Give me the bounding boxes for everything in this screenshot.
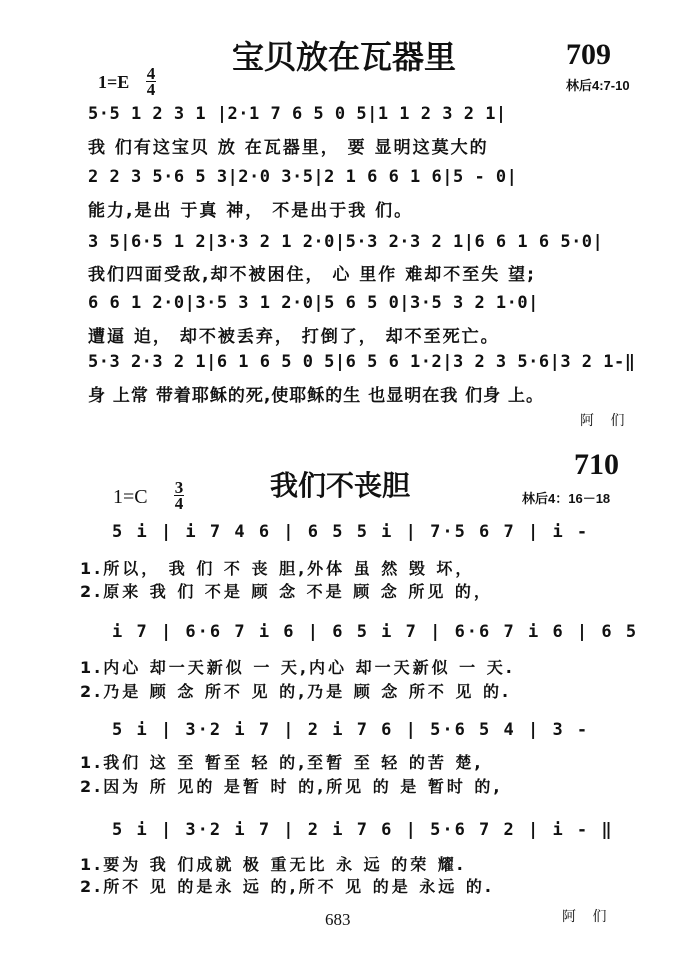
hymn-709-lyrics-line-4: 遭逼 迫， 却不被丢弃， 打倒了， 却不至死亡。: [88, 327, 500, 347]
page-number: 683: [325, 910, 351, 929]
time-bottom: 4: [174, 494, 184, 513]
hymn-709-lyrics-line-5: 身 上常 带着耶稣的死,使耶稣的生 也显明在我 们身 上。: [88, 386, 545, 406]
hymn-709-lyrics-line-1: 我 们有这宝贝 放 在瓦器里， 要 显明这莫大的: [88, 138, 489, 158]
hymn-710-amen: 阿 们: [562, 909, 613, 925]
hymn-710-verse-2-system-3: 2.因为 所 见的 是暂 时 的,所见 的 是 暂时 的,: [80, 777, 503, 796]
hymn-709-notes-line-5: 5·3 2·3 2 1|6 1 6 5 0 5|6 5 6 1·2|3 2 3 5·6|3 2 1-‖: [88, 352, 636, 372]
hymn-710-key: [113, 486, 148, 509]
hymn-710-notes-system-1: 5 i | i 7 4 6 | 6 5 5 i | 7·5 6 7 | i -: [112, 522, 590, 542]
hymn-710-reference: 林后4：16－18: [522, 491, 611, 506]
hymn-710-verse-2-system-4: 2.所不 见 的是永 远 的,所不 见 的是 永远 的.: [80, 877, 494, 896]
hymn-710-time-signature: [174, 478, 184, 511]
hymn-709-lyrics-line-2: 能力,是出 于真 神， 不是出于我 们。: [88, 201, 414, 221]
hymn-709-notes-line-3: 3 5|6·5 1 2|3·3 2 1 2·0|5·3 2·3 2 1|6 6 1 6 5·0|: [88, 232, 604, 252]
hymn-710-notes-system-4: 5 i | 3·2 i 7 | 2 i 7 6 | 5·6 7 2 | i - ‖: [112, 820, 614, 840]
hymn-709-title: 宝贝放在瓦器里: [232, 38, 457, 76]
hymn-709-time-signature: [146, 64, 156, 97]
hymn-709-notes-line-4: 6 6 1 2·0|3·5 3 1 2·0|5 6 5 0|3·5 3 2 1·0|: [88, 293, 539, 313]
hymn-710-verse-1-system-2: 1.内心 却一天新似 一 天,内心 却一天新似 一 天.: [80, 658, 515, 677]
time-top: 4: [146, 64, 156, 83]
hymn-709-reference: 林后4:7-10: [566, 78, 630, 93]
hymn-710-verse-2-system-2: 2.乃是 顾 念 所不 见 的,乃是 顾 念 所不 见 的.: [80, 682, 512, 701]
hymn-709-key: [98, 72, 129, 93]
hymn-709-notes-line-2: 2 2 3 5·6 5 3|2·0 3·5|2 1 6 6 1 6|5 - 0|: [88, 167, 518, 187]
hymn-709-lyrics-line-3: 我们四面受敌,却不被困住， 心 里作 难却不至失 望;: [88, 265, 536, 285]
hymn-709-amen: 阿 们: [580, 413, 631, 429]
hymn-710-verse-1-system-3: 1.我们 这 至 暂至 轻 的,至暂 至 轻 的苦 楚,: [80, 753, 484, 772]
hymn-710-verse-1-system-4: 1.要为 我 们成就 极 重无比 永 远 的荣 耀.: [80, 855, 466, 874]
time-top: 3: [174, 478, 184, 497]
hymn-710-notes-system-3: 5 i | 3·2 i 7 | 2 i 7 6 | 5·6 5 4 | 3 -: [112, 720, 590, 740]
key-signature: 1=C: [113, 486, 148, 508]
hymn-709-number: 709: [566, 38, 611, 71]
hymn-710-number: 710: [574, 448, 619, 481]
hymn-710-verse-2-system-1: 2.原来 我 们 不是 顾 念 不是 顾 念 所见 的，: [80, 582, 493, 601]
hymn-709-notes-line-1: 5·5 1 2 3 1 |2·1 7 6 5 0 5|1 1 2 3 2 1|: [88, 104, 507, 124]
hymn-710-notes-system-2: i 7 | 6·6 7 i 6 | 6 5 i 7 | 6·6 7 i 6 | 6 5: [112, 622, 639, 642]
time-bottom: 4: [146, 80, 156, 99]
hymn-710-verse-1-system-1: 1.所以， 我 们 不 丧 胆,外体 虽 然 毁 坏，: [80, 559, 475, 578]
hymn-710-title: 我们不丧胆: [270, 469, 411, 502]
key-signature: 1=E: [98, 72, 130, 92]
